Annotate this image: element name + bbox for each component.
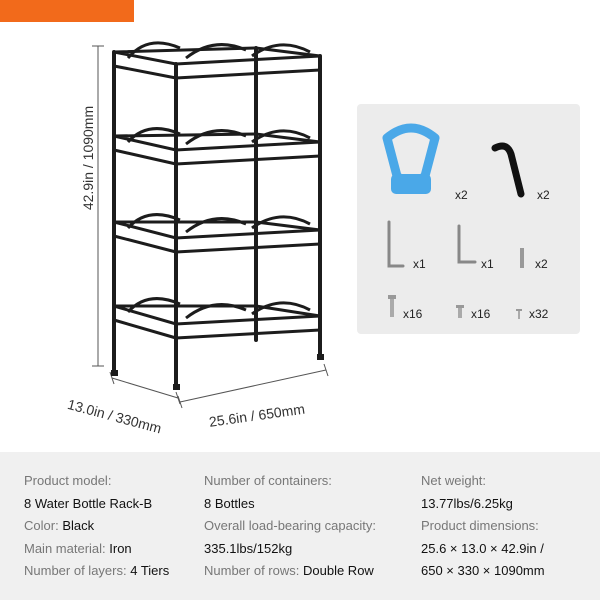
material-label: Main material:	[24, 540, 106, 556]
short-wrench-quantity: x1	[481, 257, 494, 271]
product-model-label: Product model:	[24, 473, 112, 488]
depth-dimension-label: 13.0in / 330mm	[65, 396, 164, 437]
layers-label: Number of layers:	[24, 563, 127, 578]
short-allen-wrench-icon	[453, 222, 479, 270]
product-dimensions-label: Product dimensions:	[421, 518, 539, 533]
short-screw-quantity: x16	[471, 307, 491, 321]
accessories-panel	[357, 104, 580, 334]
layers-value: 4 Tiers	[130, 563, 170, 578]
pin-icon	[517, 246, 527, 270]
product-dimensions-millimeters: 650 × 330 × 1090mm	[421, 563, 545, 578]
width-dimension-label: 25.6in / 650mm	[208, 400, 306, 430]
capacity-label: Overall load-bearing capacity:	[204, 518, 376, 533]
containers-value: 8 Bottles	[204, 495, 255, 511]
long-wrench-quantity: x1	[413, 257, 426, 271]
weight-label: Net weight:	[421, 473, 487, 488]
capacity-value: 335.1lbs/152kg	[204, 540, 293, 556]
rows-value: Double Row	[303, 563, 374, 578]
long-allen-wrench-icon	[383, 218, 409, 274]
weight-value: 13.77lbs/6.25kg	[421, 495, 513, 511]
material-value: Iron	[109, 540, 132, 556]
specs-column-1	[24, 470, 169, 583]
small-screw-icon	[515, 308, 523, 320]
bottle-handle-icon	[373, 118, 449, 202]
small-screw-quantity: x32	[529, 307, 549, 321]
pin-quantity: x2	[535, 257, 548, 271]
color-label: Color:	[24, 518, 59, 533]
specs-column-3	[421, 470, 545, 583]
specs-column-2	[204, 470, 376, 583]
bottle-handle-quantity: x2	[455, 188, 468, 202]
product-model-value: 8 Water Bottle Rack-B	[24, 495, 153, 511]
product-specifications	[0, 452, 600, 600]
strap-quantity: x2	[537, 188, 550, 202]
rows-label: Number of rows:	[204, 563, 300, 578]
height-dimension-label: 42.9in / 1090mm	[80, 105, 96, 211]
strap-icon	[487, 140, 529, 202]
containers-label: Number of containers:	[204, 473, 332, 488]
color-value: Black	[62, 518, 95, 533]
long-screw-icon	[387, 294, 397, 320]
short-screw-icon	[455, 304, 465, 320]
product-dimensions-inches: 25.6 × 13.0 × 42.9in /	[421, 540, 544, 556]
brand-tab	[0, 0, 134, 22]
long-screw-quantity: x16	[403, 307, 423, 321]
